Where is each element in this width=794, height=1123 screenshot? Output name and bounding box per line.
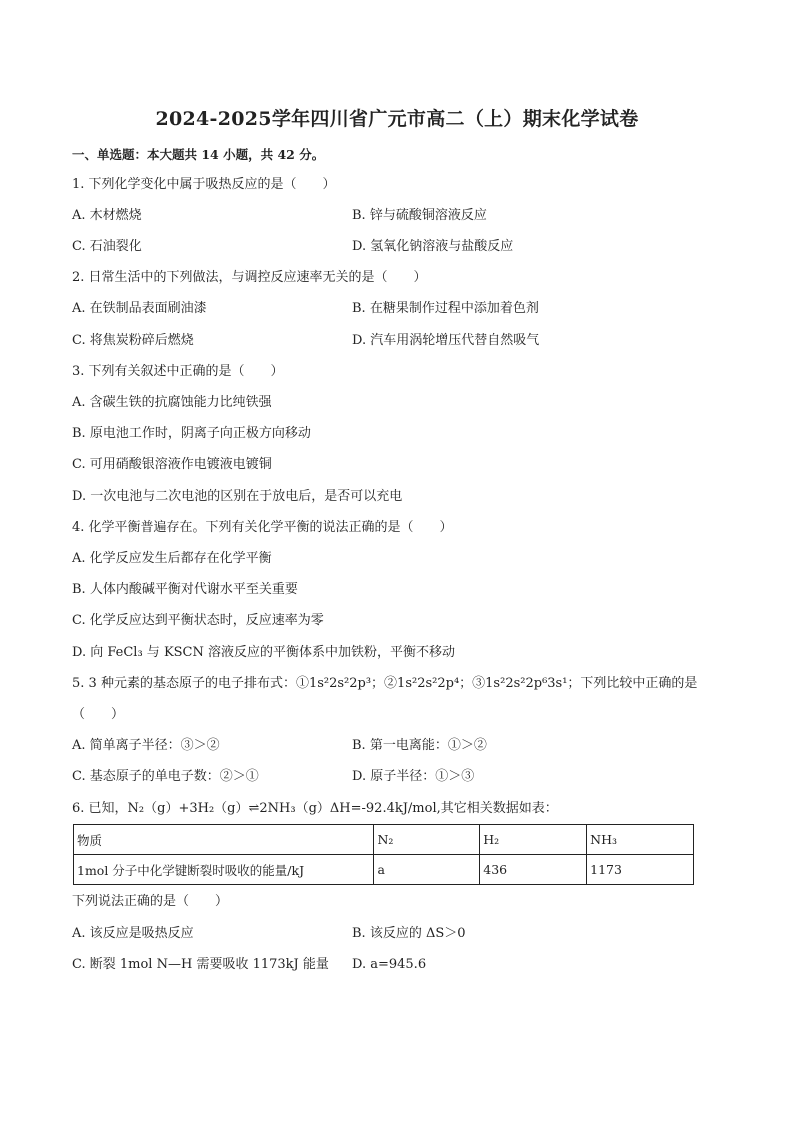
table-cell: 1173: [587, 855, 694, 885]
q4-option-a: A. 化学反应发生后都存在化学平衡: [72, 551, 272, 566]
question-3-stem: 3. 下列有关叙述中正确的是（ ）: [72, 364, 284, 379]
question-1-stem: 1. 下列化学变化中属于吸热反应的是（ ）: [72, 177, 336, 192]
question-6-stem: 6. 已知，N₂（g）+3H₂（g）⇌2NH₃（g）ΔH=-92.4kJ/mol,其它相关数据如表：: [72, 801, 558, 816]
bond-energy-table: [73, 824, 694, 885]
q3-option-b: B. 原电池工作时，阴离子向正极方向移动: [72, 426, 311, 441]
q2-option-d: D. 汽车用涡轮增压代替自然吸气: [352, 333, 540, 348]
q6-option-b: B. 该反应的 ΔS＞0: [352, 926, 466, 941]
q3-option-a: A. 含碳生铁的抗腐蚀能力比纯铁强: [72, 395, 272, 410]
q1-option-c: C. 石油裂化: [72, 239, 142, 254]
table-header-cell: NH₃: [587, 825, 694, 855]
q2-option-b: B. 在糖果制作过程中添加着色剂: [352, 301, 539, 316]
q6-option-d: D. a=945.6: [352, 957, 427, 972]
question-5-stem: 5. 3 种元素的基态原子的电子排布式：①1s²2s²2p³；②1s²2s²2p⁴；③1s²2s²2p⁶3s¹；下列比较中正确的是: [72, 676, 698, 691]
exam-title: 2024-2025学年四川省广元市高二（上）期末化学试卷: [155, 108, 639, 130]
q1-option-d: D. 氢氧化钠溶液与盐酸反应: [352, 239, 514, 254]
q1-option-a: A. 木材燃烧: [72, 208, 142, 223]
q5-option-d: D. 原子半径：①＞③: [352, 769, 475, 784]
section-header: 一、单选题：本大题共 14 小题，共 42 分。: [72, 147, 325, 162]
q5-option-c: C. 基态原子的单电子数：②＞①: [72, 769, 259, 784]
table-header-cell: 物质: [74, 825, 374, 855]
question-2-stem: 2. 日常生活中的下列做法，与调控反应速率无关的是（ ）: [72, 270, 427, 285]
table-row: [74, 855, 694, 885]
q6-option-a: A. 该反应是吸热反应: [72, 926, 194, 941]
table-header-cell: H₂: [480, 825, 587, 855]
q2-option-a: A. 在铁制品表面刷油漆: [72, 301, 207, 316]
question-4-stem: 4. 化学平衡普遍存在。下列有关化学平衡的说法正确的是（ ）: [72, 520, 453, 535]
q4-option-d: D. 向 FeCl₃ 与 KSCN 溶液反应的平衡体系中加铁粉，平衡不移动: [72, 645, 456, 660]
table-cell: a: [374, 855, 480, 885]
question-6-followup: 下列说法正确的是（ ）: [72, 894, 229, 909]
q4-option-b: B. 人体内酸碱平衡对代谢水平至关重要: [72, 582, 298, 597]
q5-option-b: B. 第一电离能：①＞②: [352, 738, 487, 753]
q3-option-c: C. 可用硝酸银溶液作电镀液电镀铜: [72, 457, 272, 472]
q1-option-b: B. 锌与硫酸铜溶液反应: [352, 208, 487, 223]
table-header-row: [74, 825, 694, 855]
question-5-stem-continued: （ ）: [72, 707, 125, 722]
q2-option-c: C. 将焦炭粉碎后燃烧: [72, 333, 194, 348]
q5-option-a: A. 简单离子半径：③＞②: [72, 738, 220, 753]
table-cell: 1mol 分子中化学键断裂时吸收的能量/kJ: [74, 855, 374, 885]
table-header-cell: N₂: [374, 825, 480, 855]
q3-option-d: D. 一次电池与二次电池的区别在于放电后，是否可以充电: [72, 489, 403, 504]
q6-option-c: C. 断裂 1mol N—H 需要吸收 1173kJ 能量: [72, 957, 329, 972]
table-cell: 436: [480, 855, 587, 885]
q4-option-c: C. 化学反应达到平衡状态时，反应速率为零: [72, 613, 324, 628]
